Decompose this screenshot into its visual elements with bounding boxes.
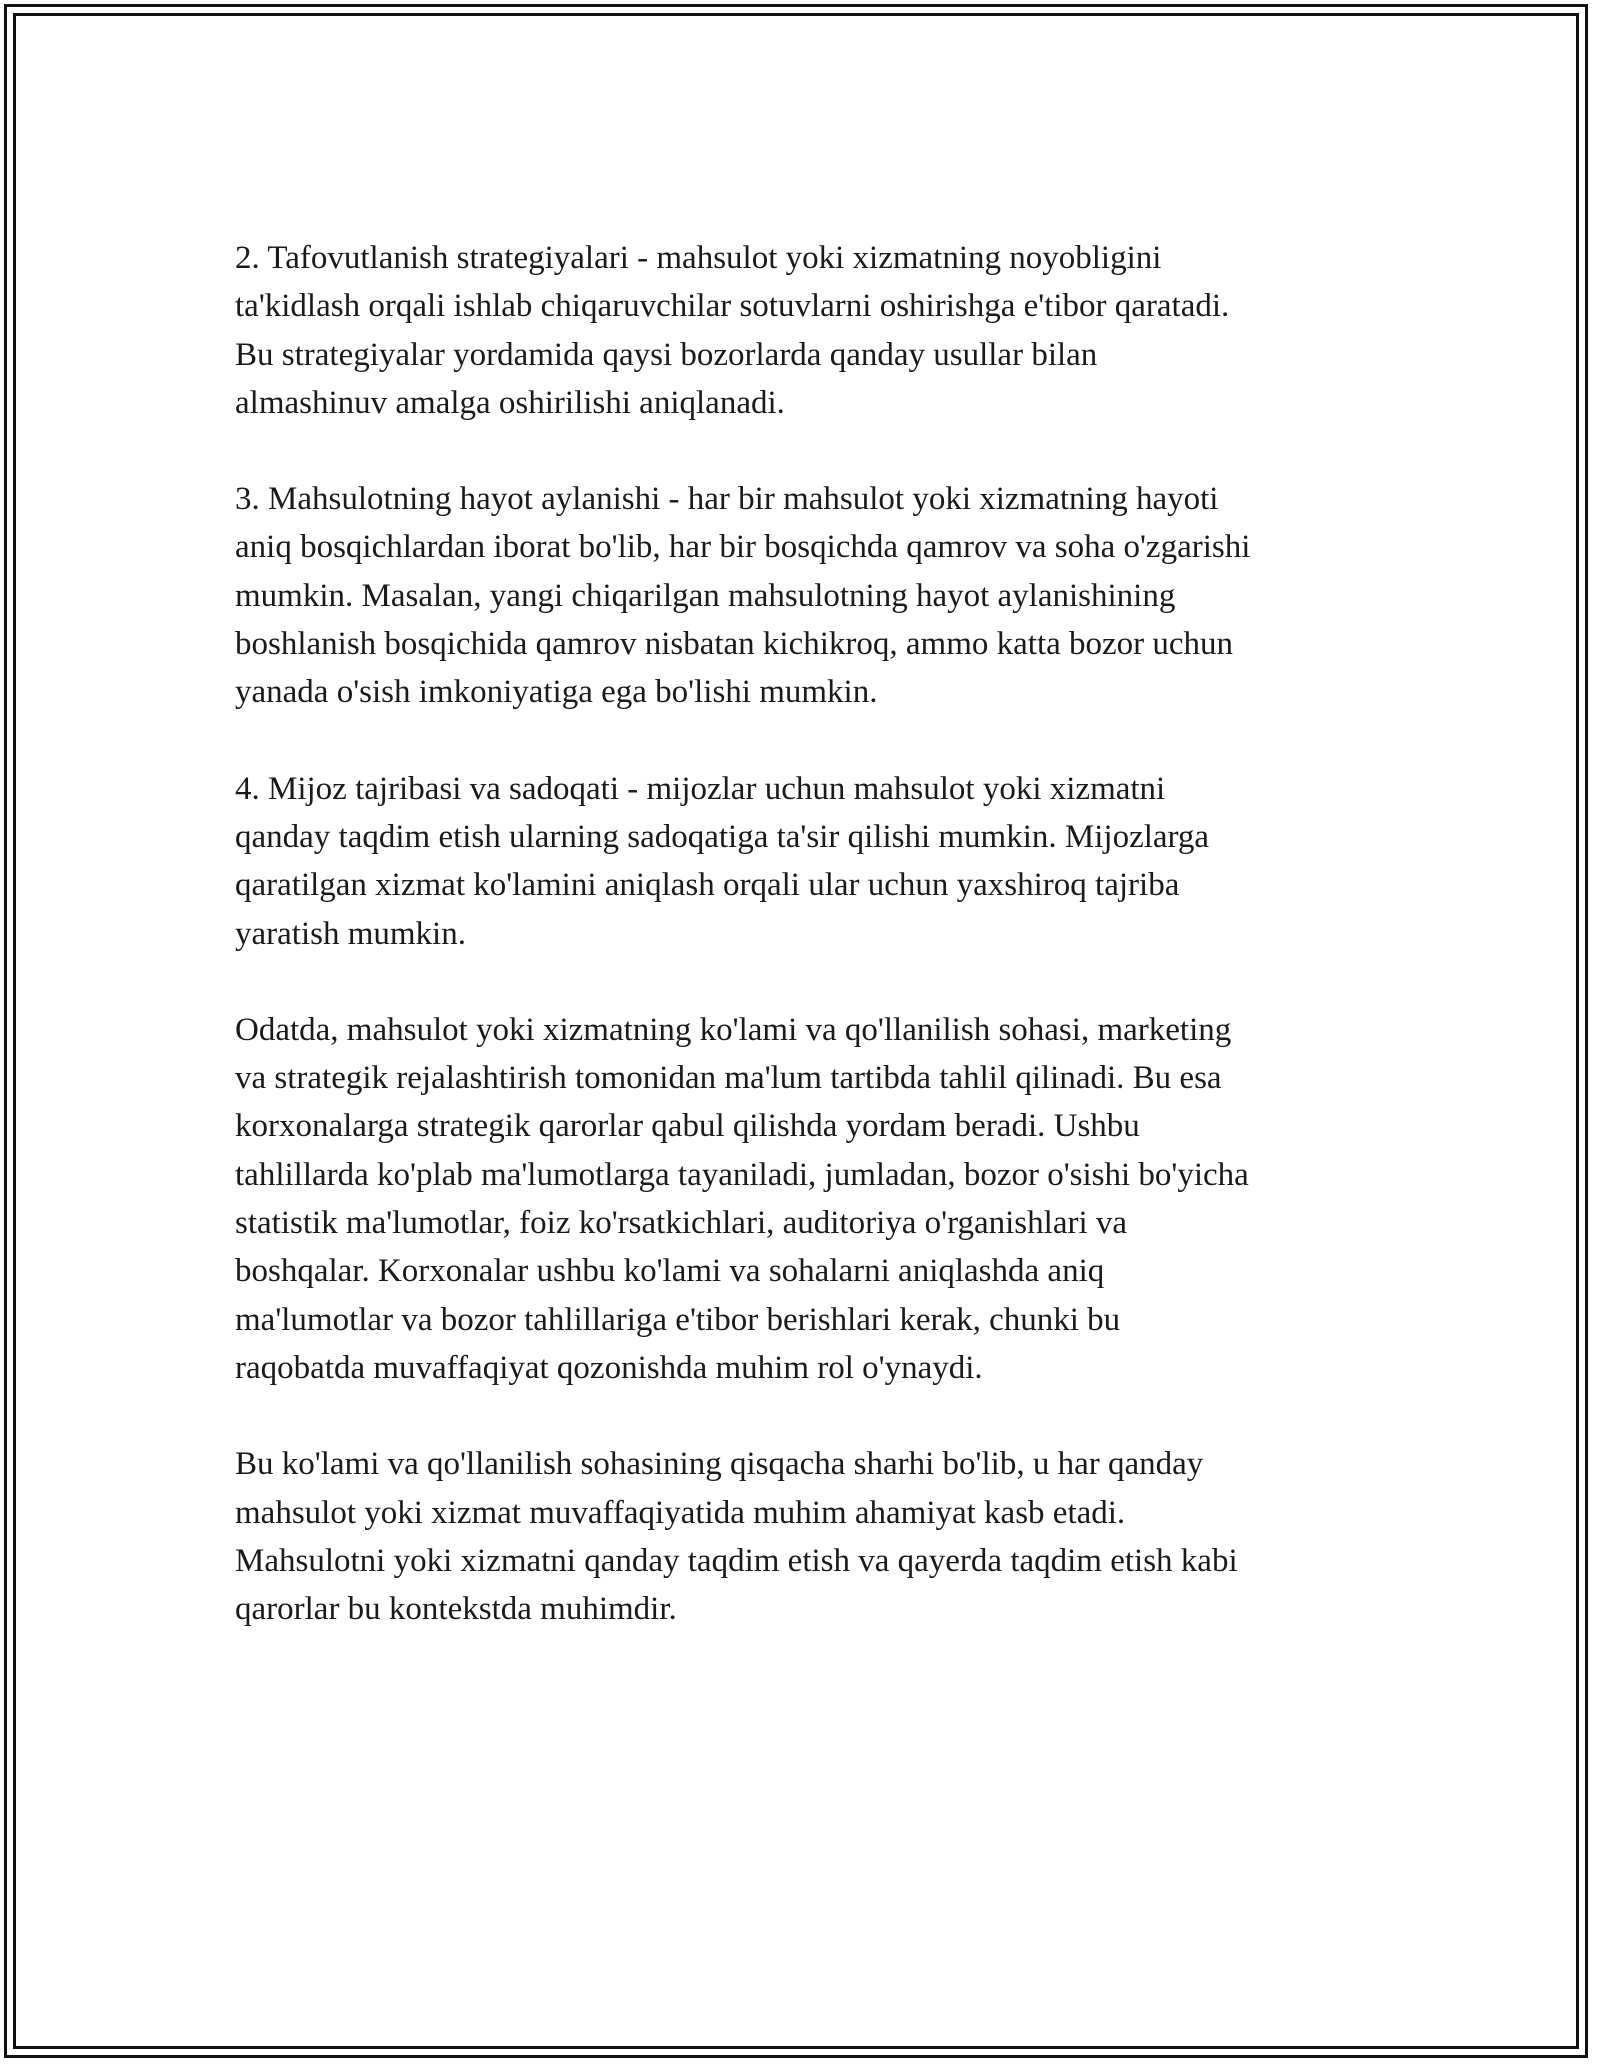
paragraph-differentiation-strategies: 2. Tafovutlanish strategiyalari - mahsulot yoki xizmatning noyobligini ta'kidlash orqali ishlab chiqaruvchilar sotuvlarni oshirishga e'tibor qaratadi. Bu strategiyalar yordamida qaysi bozorlarda qanday usullar bilan almashinuv amalga oshirilishi aniqlanadi. (235, 240, 1230, 421)
paragraph-product-life-cycle: 3. Mahsulotning hayot aylanishi - har bir mahsulot yoki xizmatning hayoti aniq bosqichlardan iborat bo'lib, har bir bosqichda qamrov va soha o'zgarishi mumkin. Masalan, yangi chiqarilgan mahsulotning hayot aylanishining boshlanish bosqichida qamrov nisbatan kichikroq, ammo katta bozor uchun yanada o'sish imkoniyatiga ega bo'lishi mumkin. (235, 481, 1251, 711)
paragraph-customer-experience: 4. Mijoz tajribasi va sadoqati - mijozlar uchun mahsulot yoki xizmatni qanday taqdim etish ularning sadoqatiga ta'sir qilishi mumkin. Mijozlarga qaratilgan xizmat ko'lamini aniqlash orqali ular uchun yaxshiroq tajriba yaratish mumkin. (235, 770, 1210, 952)
document-body (235, 234, 1375, 1681)
paragraph-conclusion: Bu ko'lami va qo'llanilish sohasining qisqacha sharhi bo'lib, u har qanday mahsulot yoki xizmat muvaffaqiyatida muhim ahamiyat kasb etadi. Mahsulotni yoki xizmatni qanday taqdim etish va qayerda taqdim etish kabi qarorlar bu kontekstda muhimdir. (235, 1446, 1238, 1628)
paragraph-analysis-summary: Odatda, mahsulot yoki xizmatning ko'lami va qo'llanilish sohasi, marketing va strategik rejalashtirish tomonidan ma'lum tartibda tahlil qilinadi. Bu esa korxonalarga strategik qarorlar qabul qilishda yordam beradi. Ushbu tahlillarda ko'plab ma'lumotlarga tayaniladi, jumladan, bozor o'sishi bo'yicha statistik ma'lumotlar, foiz ko'rsatkichlari, auditoriya o'rganishlari va boshqalar. Korxonalar ushbu ko'lami va sohalarni aniqlashda aniq ma'lumotlar va bozor tahlillariga e'tibor berishlari kerak, chunki bu raqobatda muvaffaqiyat qozonishda muhim rol o'ynaydi. (235, 1011, 1249, 1386)
